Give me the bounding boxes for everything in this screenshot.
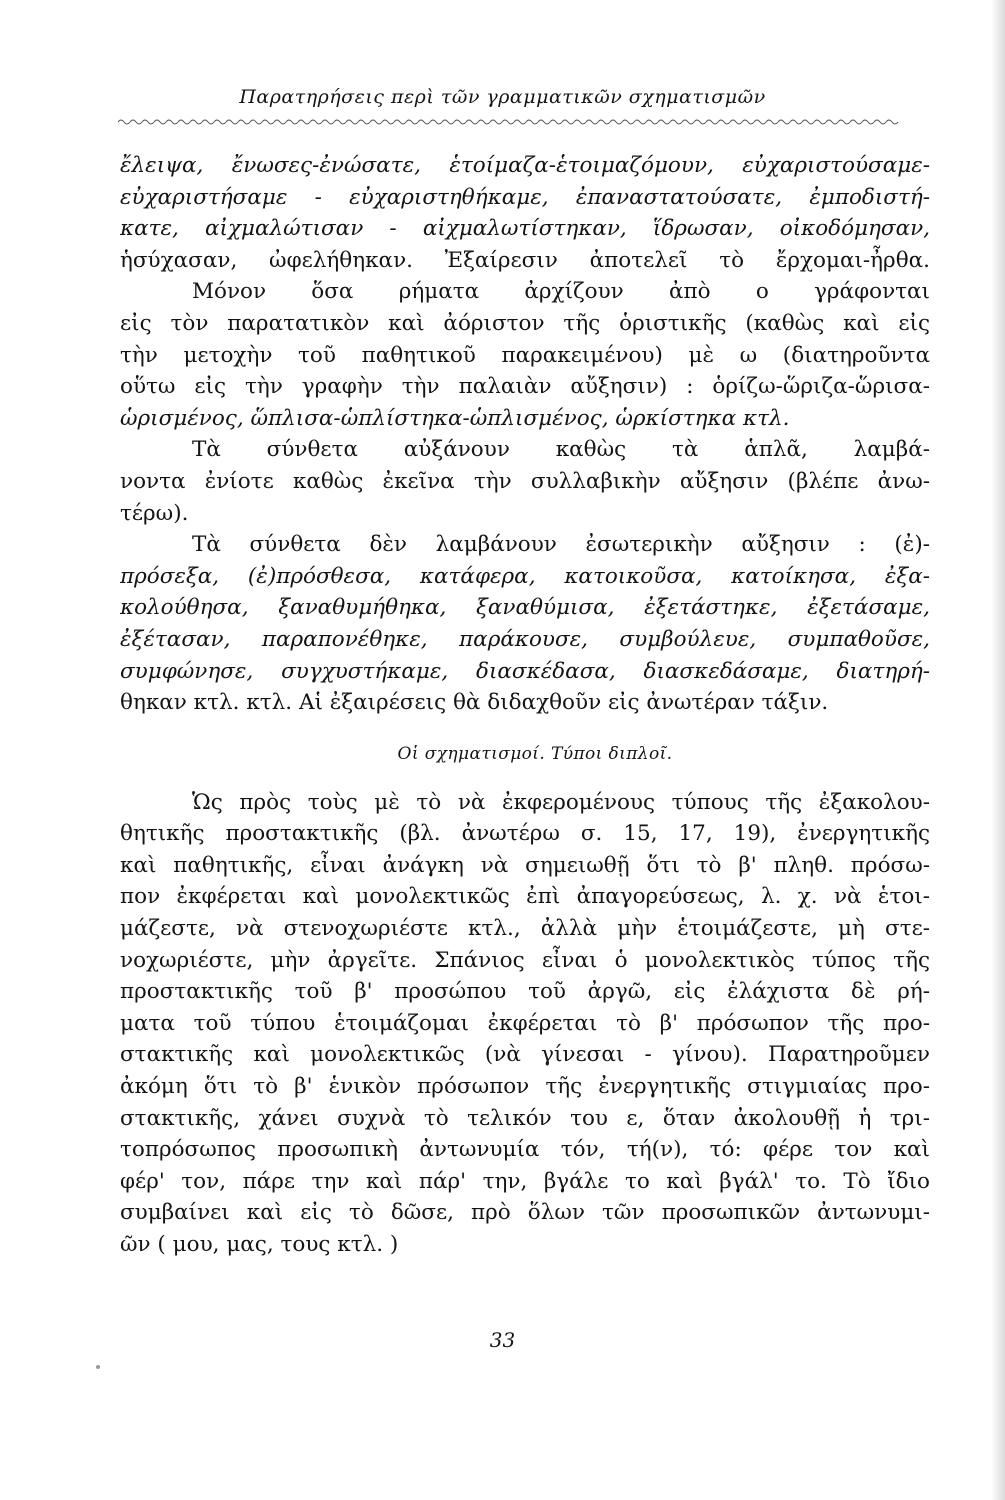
text-line: πρόσεξα, (ἐ)πρόσθεσα, κατάφερα, κατοικοῦσα, κατοίκησα, ἐξα- <box>120 563 930 589</box>
text-line: κατε, αἰχμαλώτισαν - αἰχμαλωτίστηκαν, ἵδρωσαν, οἰκοδόμησαν, <box>120 216 930 242</box>
text-line: τοπρόσωπος προσωπικὴ ἀντωνυμία τόν, τή(ν), τό: φέρε τον καὶ <box>120 1137 930 1163</box>
text-line: Μόνον ὅσα ρήματα ἀρχίζουν ἀπὸ ο γράφονται <box>192 279 930 305</box>
text-line: οὕτω εἰς τὴν γραφὴν τὴν παλαιὰν αὔξησιν) : ὁρίζω-ὥριζα-ὥρισα- <box>120 374 930 400</box>
text-line: στακτικῆς, χάνει συχνὰ τὸ τελικόν του ε, ὅταν ἀκολουθῇ ἡ τρι- <box>120 1105 930 1131</box>
text-line: ἡσύχασαν, ὠφελήθηκαν. Ἐξαίρεσιν ἀποτελεῖ τὸ ἔρχομαι-ἦρθα. <box>120 247 930 273</box>
text-line: ὡρισμένος, ὥπλισα-ὡπλίστηκα-ὡπλισμένος, ὡρκίστηκα κτλ. <box>120 405 790 431</box>
text-line: νοχωριέστε, μὴν ἀργεῖτε. Σπάνιος εἶναι ὁ μονολεκτικὸς τύπος τῆς <box>120 947 930 973</box>
text-line: ματα τοῦ τύπου ἑτοιμάζομαι ἐκφέρεται τὸ β' πρόσωπον τῆς προ- <box>120 1010 930 1036</box>
text-line: μάζεστε, νὰ στενοχωριέστε κτλ., ἀλλὰ μὴν ἑτοιμάζεστε, μὴ στε- <box>120 916 930 942</box>
text-line: κολούθησα, ξαναθυμήθηκα, ξαναθύμισα, ἐξετάστηκε, ἐξετάσαμε, <box>120 595 930 621</box>
text-line: τέρω). <box>120 500 189 526</box>
text-line: συμφώνησε, συγχυστήκαμε, διασκέδασα, διασκεδάσαμε, διατηρή- <box>120 658 930 684</box>
running-head: Παρατηρήσεις περὶ τῶν γραμματικῶν σχηματισμῶν <box>239 86 766 108</box>
text-line: ἐξέτασαν, παραπονέθηκε, παράκουσε, συμβούλευε, συμπαθοῦσε, <box>120 626 930 652</box>
text-line: εὐχαριστήσαμε - εὐχαριστηθήκαμε, ἐπαναστατούσατε, ἐμποδιστή- <box>120 184 930 210</box>
text-line: καὶ παθητικῆς, εἶναι ἀνάγκη νὰ σημειωθῇ ὅτι τὸ β' πληθ. πρόσω- <box>120 852 930 878</box>
text-line: φέρ' τον, πάρε την καὶ πάρ' την, βγάλε το καὶ βγάλ' το. Τὸ ἴδιο <box>120 1168 930 1194</box>
text-line: ῶν ( μου, μας, τους κτλ. ) <box>120 1232 399 1257</box>
paragraph-group-2 <box>120 787 930 1261</box>
text-line: Ὡς πρὸς τοὺς μὲ τὸ νὰ ἐκφερομένους τύπους τῆς ἐξακολου- <box>192 789 930 815</box>
text-line: θηκαν κτλ. κτλ. Αἱ ἐξαιρέσεις θὰ διδαχθοῦν εἰς ἀνωτέραν τάξιν. <box>120 690 829 716</box>
text-line: ἔλειψα, ἔνωσες-ἐνώσατε, ἑτοίμαζα-ἑτοιμαζόμουν, εὐχαριστούσαμε- <box>120 153 930 178</box>
text-line: πον ἐκφέρεται καὶ μονολεκτικῶς ἐπὶ ἀπαγορεύσεως, λ. χ. νὰ ἑτοι- <box>120 884 930 910</box>
text-line: Τὰ σύνθετα δὲν λαμβάνουν ἐσωτερικὴν αὔξησιν : (ἐ)- <box>192 532 930 558</box>
page-edge-shadow <box>991 0 1005 1500</box>
paragraph-group-1 <box>120 150 930 719</box>
page-number: 33 <box>489 1328 516 1352</box>
section-title: Οἱ σχηματισμοί. Τύποι διπλοῖ. <box>397 743 673 764</box>
body-text <box>120 150 930 1261</box>
paper-speck <box>96 1365 100 1369</box>
text-line: προστακτικῆς τοῦ β' προσώπου τοῦ ἀργῶ, εἰς ἐλάχιστα δὲ ρή- <box>120 979 930 1005</box>
text-line: θητικῆς προστακτικῆς (βλ. ἀνωτέρω σ. 15, 17, 19), ἐνεργητικῆς <box>120 821 930 847</box>
text-line: στακτικῆς καὶ μονολεκτικῶς (νὰ γίνεσαι - γίνου). Παρατηροῦμεν <box>120 1042 930 1068</box>
text-line: Τὰ σύνθετα αὐξάνουν καθὼς τὰ ἁπλᾶ, λαμβά- <box>192 437 930 463</box>
text-line: νοντα ἐνίοτε καθὼς ἐκεῖνα τὴν συλλαβικὴν αὔξησιν (βλέπε ἀνω- <box>120 468 930 494</box>
text-line: συμβαίνει καὶ εἰς τὸ δῶσε, πρὸ ὅλων τῶν προσωπικῶν ἀντωνυμι- <box>120 1200 930 1226</box>
header-wavy-rule <box>118 118 918 126</box>
text-line: ἀκόμη ὅτι τὸ β' ἑνικὸν πρόσωπον τῆς ἐνεργητικῆς στιγμιαίας προ- <box>120 1074 930 1100</box>
text-line: τὴν μετοχὴν τοῦ παθητικοῦ παρακειμένου) μὲ ω (διατηροῦντα <box>120 342 930 368</box>
text-line: εἰς τὸν παρατατικὸν καὶ ἀόριστον τῆς ὁριστικῆς (καθὼς καὶ εἰς <box>120 310 930 336</box>
